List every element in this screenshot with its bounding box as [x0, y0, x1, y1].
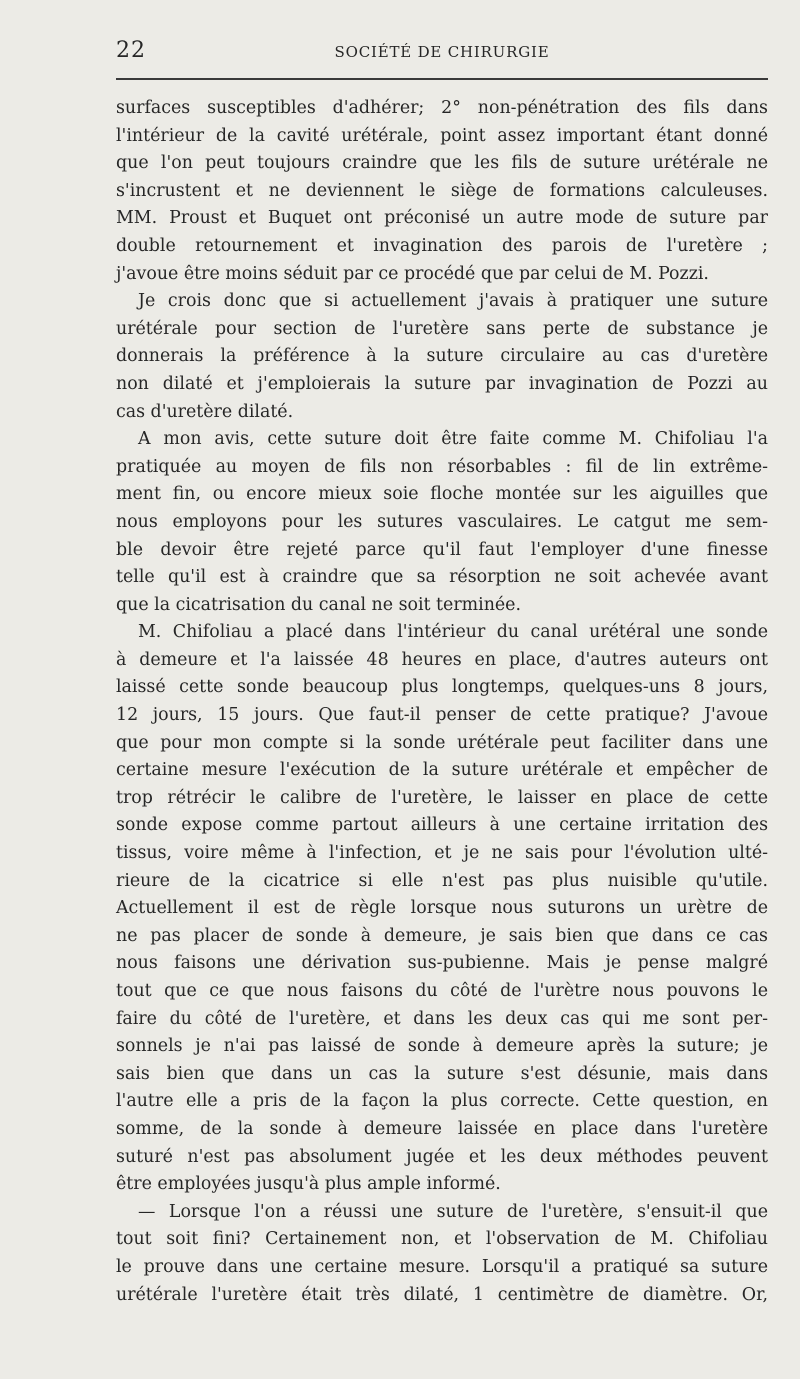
page-number: 22	[116, 38, 146, 63]
text-line: nous employons pour les sutures vasculaires. Le catgut me sem-	[116, 511, 768, 532]
text-line: urétérale l'uretère était très dilaté, 1 centimètre de diamètre. Or,	[116, 1284, 768, 1305]
text-line: telle qu'il est à craindre que sa résorption ne soit achevée avant	[116, 567, 768, 588]
text-line: faire du côté de l'uretère, et dans les deux cas qui me sont per-	[116, 1008, 768, 1029]
text-line: que l'on peut toujours craindre que les fils de suture urétérale ne	[116, 153, 768, 174]
text-line: somme, de la sonde à demeure laissée en place dans l'uretère	[116, 1118, 768, 1139]
text-line: tout soit fini? Certainement non, et l'observation de M. Chifoliau	[116, 1229, 768, 1250]
text-line: pratiquée au moyen de fils non résorbables : fil de lin extrême-	[116, 456, 768, 477]
text-line: laissé cette sonde beaucoup plus longtemps, quelques-uns 8 jours,	[116, 677, 768, 698]
text-line: tout que ce que nous faisons du côté de l'urètre nous pouvons le	[116, 981, 768, 1001]
text-line: A mon avis, cette suture doit être faite comme M. Chifoliau l'a	[138, 429, 768, 450]
text-line: 12 jours, 15 jours. Que faut-il penser de cette pratique? J'avoue	[116, 705, 768, 726]
text-line: donnerais la préférence à la suture circulaire au cas d'uretère	[116, 346, 768, 367]
text-line: M. Chifoliau a placé dans l'intérieur du canal urétéral une sonde	[138, 622, 768, 643]
text-line: le prouve dans une certaine mesure. Lorsqu'il a pratiqué sa suture	[116, 1256, 768, 1277]
text-line: ble devoir être rejeté parce qu'il faut l'employer d'une finesse	[116, 539, 768, 560]
text-line: Actuellement il est de règle lorsque nous suturons un urètre de	[116, 898, 768, 919]
text-line: sonde expose comme partout ailleurs à une certaine irritation des	[116, 815, 768, 836]
text-line: Je crois donc que si actuellement j'avais à pratiquer une suture	[138, 291, 768, 312]
text-line: rieure de la cicatrice si elle n'est pas plus nuisible qu'utile.	[116, 870, 768, 891]
text-line: non dilaté et j'emploierais la suture par invagination de Pozzi au	[116, 373, 768, 394]
text-line: cas d'uretère dilaté.	[116, 401, 294, 422]
text-line: nous faisons une dérivation sus-pubienne. Mais je pense malgré	[116, 953, 768, 974]
text-line: que la cicatrisation du canal ne soit terminée.	[116, 594, 522, 615]
text-line: que pour mon compte si la sonde urétérale peut faciliter dans une	[116, 732, 768, 753]
text-line: l'autre elle a pris de la façon la plus correcte. Cette question, en	[116, 1091, 768, 1112]
header-rule	[116, 78, 768, 80]
text-line: surfaces susceptibles d'adhérer; 2° non-pénétration des fils dans	[116, 98, 768, 118]
running-title: SOCIÉTÉ DE CHIRURGIE	[334, 43, 550, 61]
text-line: ne pas placer de sonde à demeure, je sais bien que dans ce cas	[116, 925, 768, 946]
text-line: j'avoue être moins séduit par ce procédé que par celui de M. Pozzi.	[116, 263, 709, 284]
text-line: trop rétrécir le calibre de l'uretère, le laisser en place de cette	[116, 787, 768, 808]
text-line: MM. Proust et Buquet ont préconisé un autre mode de suture par	[116, 208, 768, 229]
text-line: double retournement et invagination des parois de l'uretère ;	[116, 235, 768, 256]
text-line: ment fin, ou encore mieux soie floche montée sur les aiguilles que	[116, 484, 768, 505]
text-line: suturé n'est pas absolument jugée et les deux méthodes peuvent	[116, 1146, 768, 1167]
text-line: sais bien que dans un cas la suture s'est désunie, mais dans	[116, 1063, 768, 1084]
text-line: tissus, voire même à l'infection, et je ne sais pour l'évolution ulté-	[116, 843, 768, 864]
text-line: urétérale pour section de l'uretère sans perte de substance je	[116, 318, 768, 339]
body-text	[116, 95, 768, 1309]
page-header	[116, 38, 768, 68]
text-line: être employées jusqu'à plus ample informé.	[116, 1174, 501, 1195]
text-line: sonnels je n'ai pas laissé de sonde à demeure après la suture; je	[116, 1036, 768, 1057]
text-line: s'incrustent et ne deviennent le siège de formations calculeuses.	[116, 180, 768, 201]
text-line: — Lorsque l'on a réussi une suture de l'uretère, s'ensuit-il que	[138, 1201, 768, 1222]
text-line: l'intérieur de la cavité urétérale, point assez important étant donné	[116, 125, 768, 146]
text-line: certaine mesure l'exécution de la suture urétérale et empêcher de	[116, 760, 768, 781]
text-line: à demeure et l'a laissée 48 heures en place, d'autres auteurs ont	[116, 649, 768, 670]
